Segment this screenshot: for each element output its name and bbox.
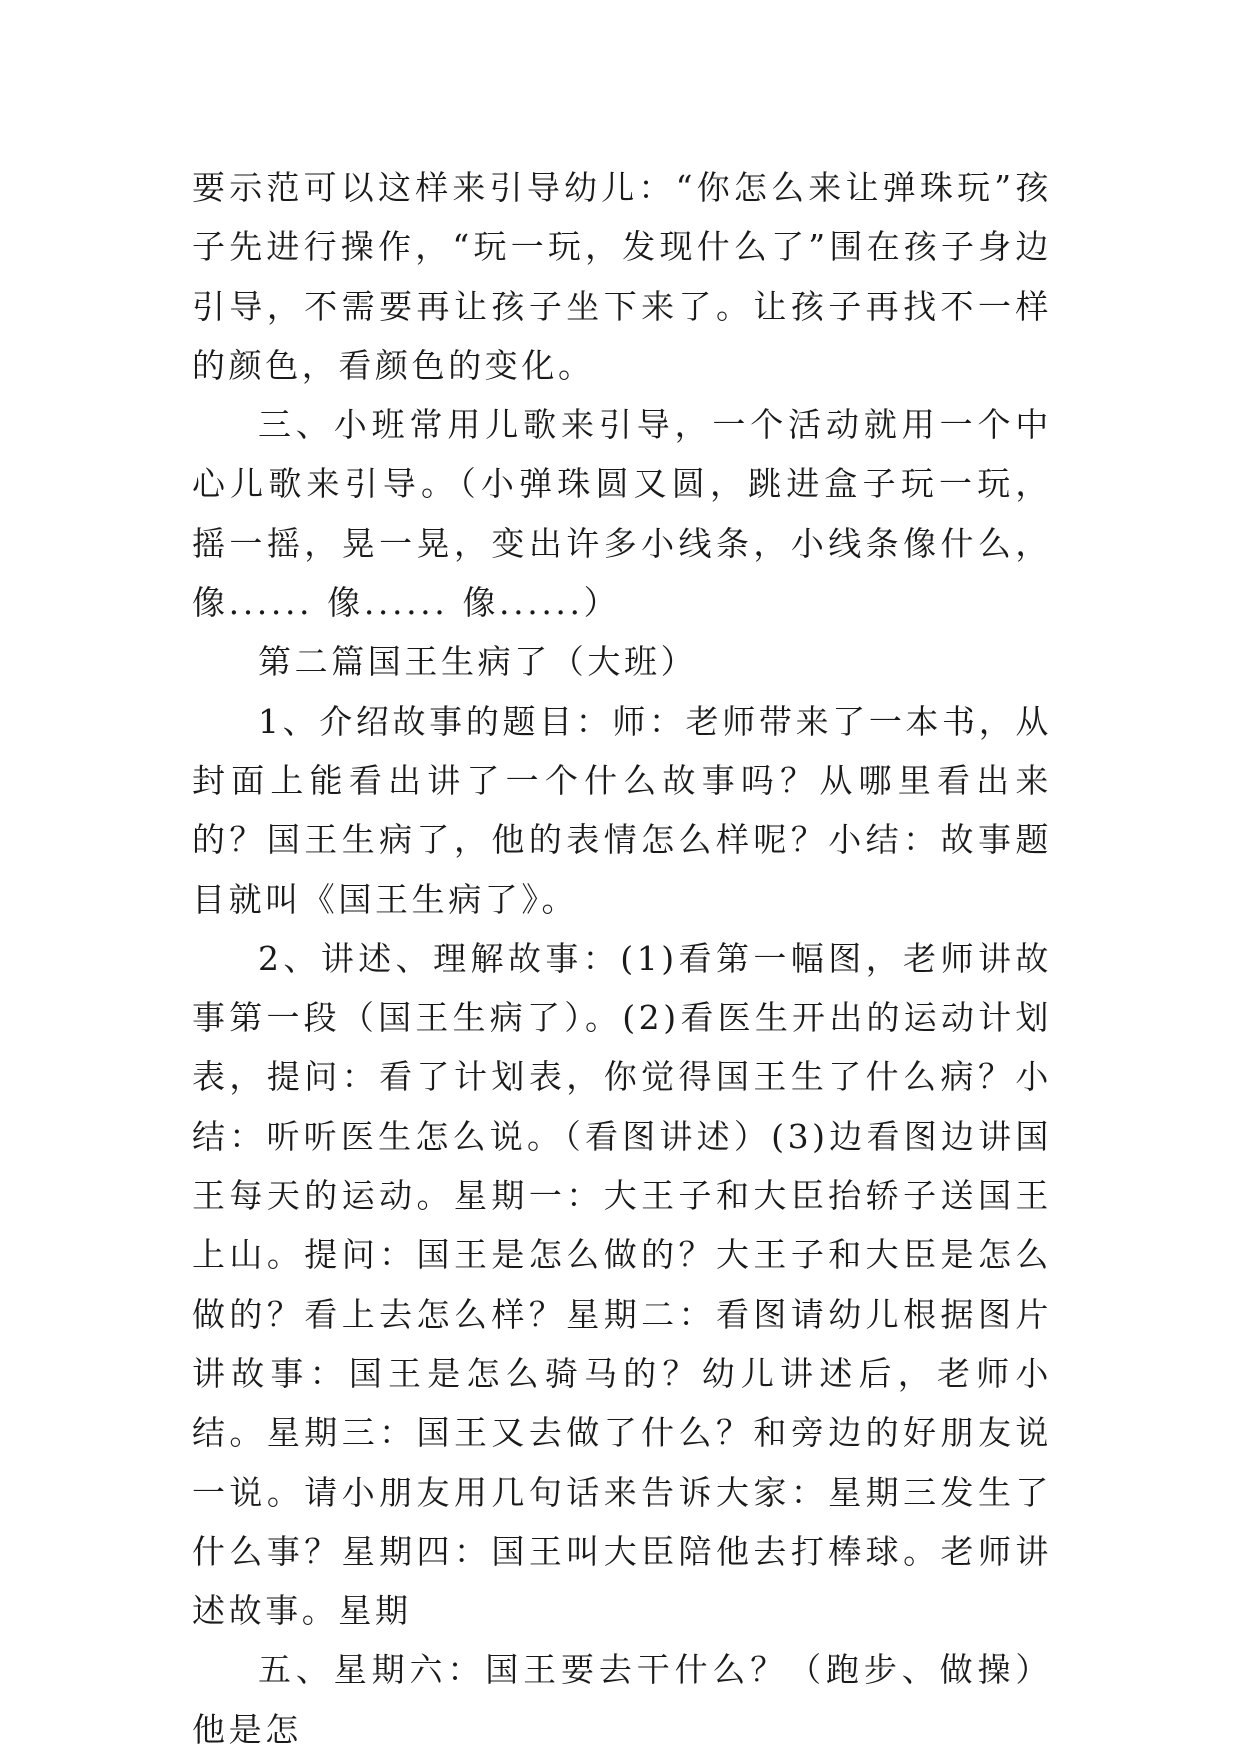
- paragraph-4: 2、讲述、理解故事：(1)看第一幅图，老师讲故事第一段（国王生病了）。(2)看医生开出的运动计划表，提问：看了计划表，你觉得国王生了什么病？小结：听听医生怎么说。（看图讲述）(3)边看图边讲国王每天的运动。星期一：大王子和大臣抬轿子送国王上山。提问：国王是怎么做的？大王子和大臣是怎么做的？看上去怎么样？星期二：看图请幼儿根据图片讲故事：国王是怎么骑马的？幼儿讲述后，老师小结。星期三：国王又去做了什么？和旁边的好朋友说一说。请小朋友用几句话来告诉大家：星期三发生了什么事？星期四：国王叫大臣陪他去打棒球。老师讲述故事。星期: [192, 938, 1052, 1631]
- section-heading: 第二篇国王生病了（大班）: [258, 642, 698, 682]
- paragraph-2: 三、小班常用儿歌来引导，一个活动就用一个中心儿歌来引导。（小弹珠圆又圆，跳进盒子玩一玩，摇一摇，晃一晃，变出许多小线条，小线条像什么，像...... 像...... 像......）: [192, 405, 1052, 623]
- paragraph-3: 1、介绍故事的题目：师：老师带来了一本书，从封面上能看出讲了一个什么故事吗？从哪里看出来的？国王生病了，他的表情怎么样呢？小结：故事题目就叫《国王生病了》。: [192, 701, 1052, 919]
- paragraph-1: 要示范可以这样来引导幼儿：“你怎么来让弹珠玩”孩子先进行操作，“玩一玩，发现什么了”围在孩子身边引导，不需要再让孩子坐下来了。让孩子再找不一样的颜色，看颜色的变化。: [192, 168, 1052, 385]
- document-body: [192, 158, 1052, 1759]
- paragraph-5: 五、星期六：国王要去干什么？（跑步、做操）他是怎: [192, 1650, 1052, 1749]
